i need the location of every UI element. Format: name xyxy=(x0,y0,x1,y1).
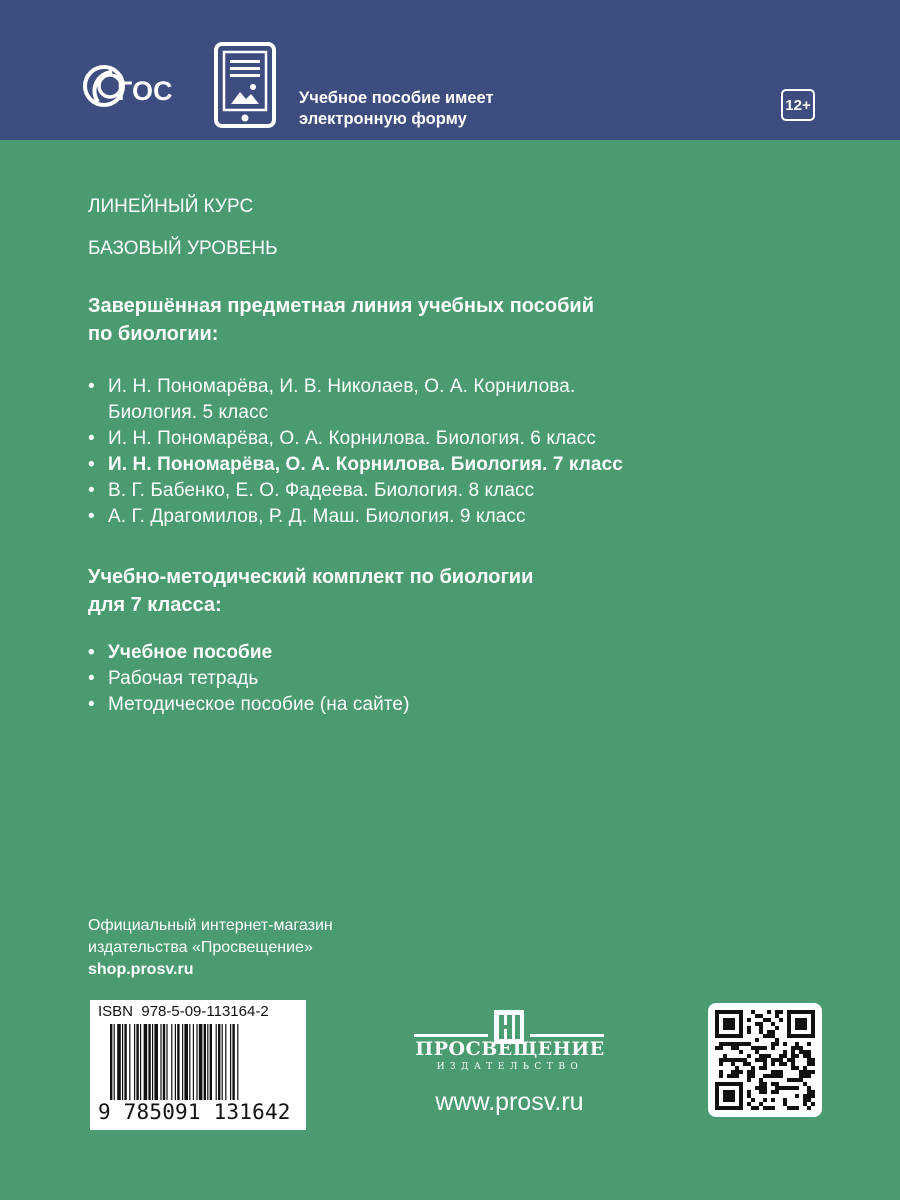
tablet-icon xyxy=(214,42,276,128)
kit-item-textbook xyxy=(88,640,410,666)
header-band xyxy=(0,0,900,140)
kit-item-text: Рабочая тетрадь xyxy=(108,668,259,689)
book-item-grade-7 xyxy=(88,452,623,478)
book-item-text: И. Н. Пономарёва, О. А. Корнилова. Биология. 7 класс xyxy=(108,454,623,475)
isbn-barcode xyxy=(90,1000,306,1130)
book-item-text: И. Н. Пономарёва, О. А. Корнилова. Биология. 6 класс xyxy=(108,428,597,449)
eform-line-2: электронную форму xyxy=(299,110,467,128)
shop-line-2: издательства «Просвещение» xyxy=(88,939,313,956)
shop-line-1: Официальный интернет-магазин xyxy=(88,917,333,934)
shop-url: shop.prosv.ru xyxy=(88,961,194,978)
subject-line-heading xyxy=(88,292,594,348)
book-item-grade-5 xyxy=(88,374,623,426)
subject-line-heading-line-1: Завершённая предметная линия учебных пособий xyxy=(88,295,595,317)
kit-heading-line-1: Учебно-методический комплект по биологии xyxy=(88,566,534,588)
kit-heading xyxy=(88,563,533,619)
bullet-icon: • xyxy=(88,642,95,663)
kit-heading-line-2: для 7 класса: xyxy=(88,594,222,616)
bullet-icon: • xyxy=(88,506,95,527)
isbn-number: 978-5-09-113164-2 xyxy=(141,1003,269,1020)
book-item-text: А. Г. Драгомилов, Р. Д. Маш. Биология. 9 класс xyxy=(108,506,526,527)
bullet-icon: • xyxy=(88,376,95,397)
qr-code xyxy=(708,1003,822,1117)
publisher-block xyxy=(412,1010,607,1120)
book-list xyxy=(88,374,623,530)
fgos-label: ГОС xyxy=(117,76,173,106)
kit-item-teacher-guide xyxy=(88,692,410,718)
book-item-text: И. Н. Пономарёва, И. В. Николаев, О. А. Корнилова. xyxy=(108,376,576,397)
publisher-rule-right xyxy=(530,1034,604,1037)
isbn-text xyxy=(98,1003,269,1020)
subject-line-heading-line-2: по биологии: xyxy=(88,323,219,345)
kit-item-text: Учебное пособие xyxy=(108,642,273,663)
bullet-icon: • xyxy=(88,454,95,475)
isbn-label: ISBN xyxy=(98,1003,134,1020)
publisher-subtitle: ИЗДАТЕЛЬСТВО xyxy=(436,1062,584,1072)
barcode-digits: 9 785091 131642 xyxy=(98,1100,291,1124)
publisher-site: www.prosv.ru xyxy=(435,1088,584,1116)
course-label: ЛИНЕЙНЫЙ КУРС xyxy=(88,196,254,217)
kit-item-workbook xyxy=(88,666,410,692)
bullet-icon: • xyxy=(88,668,95,689)
level-label: БАЗОВЫЙ УРОВЕНЬ xyxy=(88,238,278,259)
qr-code-icon xyxy=(715,1010,815,1110)
book-item-grade-6 xyxy=(88,426,623,452)
bullet-icon: • xyxy=(88,480,95,501)
eform-line-1: Учебное пособие имеет xyxy=(299,89,494,107)
book-item-text: Биология. 5 класс xyxy=(108,402,269,423)
kit-item-text: Методическое пособие (на сайте) xyxy=(108,694,410,715)
publisher-name: ПРОСВЕЩЕНИЕ xyxy=(415,1038,605,1060)
book-item-grade-8 xyxy=(88,478,623,504)
barcode-icon xyxy=(110,1024,290,1100)
age-rating-badge: 12+ xyxy=(781,89,815,121)
eform-notice xyxy=(299,88,494,130)
shop-info xyxy=(88,915,333,981)
bullet-icon: • xyxy=(88,694,95,715)
book-item-grade-9 xyxy=(88,504,623,530)
book-item-text: В. Г. Бабенко, Е. О. Фадеева. Биология. 8 класс xyxy=(108,480,535,501)
publisher-rule-left xyxy=(414,1034,488,1037)
bullet-icon: • xyxy=(88,428,95,449)
kit-list xyxy=(88,640,410,718)
